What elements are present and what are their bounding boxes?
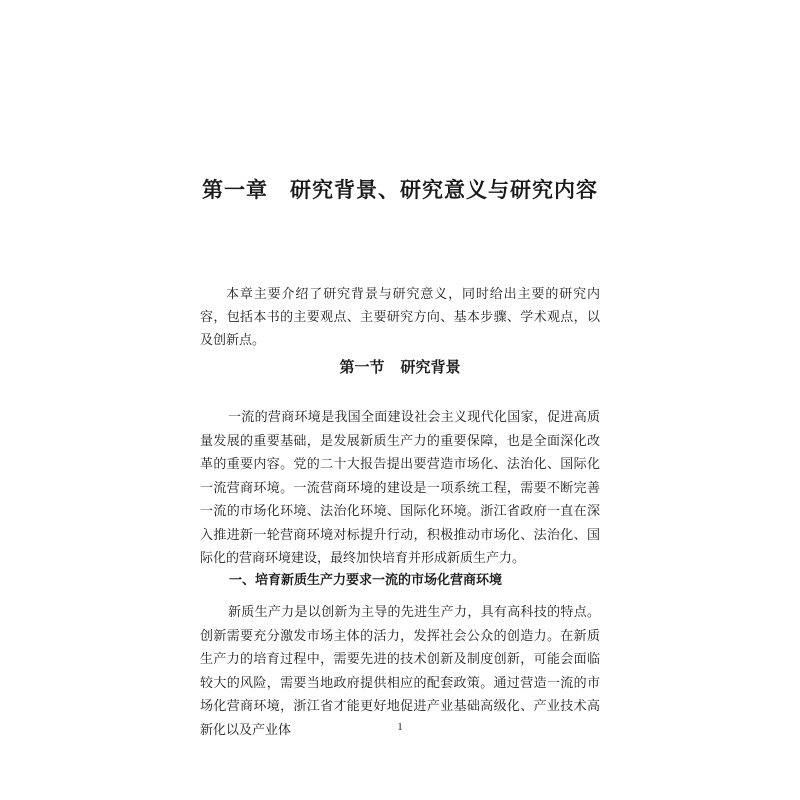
section-heading: 研究背景 bbox=[400, 358, 461, 376]
chapter-title bbox=[0, 174, 800, 204]
page-number: 1 bbox=[397, 721, 403, 733]
section-label: 第一节 bbox=[339, 358, 385, 376]
section-title bbox=[0, 356, 800, 377]
chapter-intro: 本章主要介绍了研究背景与研究意义，同时给出主要的研究内容，包括本书的主要观点、主要研究方向、基本步骤、学术观点，以及创新点。 bbox=[200, 287, 600, 348]
chapter-label: 第一章 bbox=[202, 178, 268, 202]
body-paragraph: 一流的营商环境是我国全面建设社会主义现代化国家，促进高质量发展的重要基础，是发展新质生产力的重要保障，也是全面深化改革的重要内容。党的二十大报告提出要营造市场化、法治化、国际化一流营商环境。一流营商环境的建设是一项系统工程，需要不断完善一流的市场化环境、法治化环境、国际化环境。浙江省政府一直在深入推进新一轮营商环境对标提升行动，积极推动市场化、法治化、国际化的营商环境建设，最终加快培育并形成新质生产力。 bbox=[200, 410, 600, 566]
body-paragraph: 新质生产力是以创新为主导的先进生产力，具有高科技的特点。创新需要充分激发市场主体的活力，发挥社会公众的创造力。在新质生产力的培育过程中，需要先进的技术创新及制度创新，可能会面临较大的风险，需要当地政府提供相应的配套政策。通过营造一流的市场化营商环境，浙江省才能更好地促进产业基础高级化、产业技术高新化以及产业体 bbox=[200, 605, 600, 738]
chapter-heading: 研究背景、研究意义与研究内容 bbox=[290, 178, 598, 202]
subsection-title: 一、培育新质生产力要求一流的市场化营商环境 bbox=[229, 573, 503, 588]
